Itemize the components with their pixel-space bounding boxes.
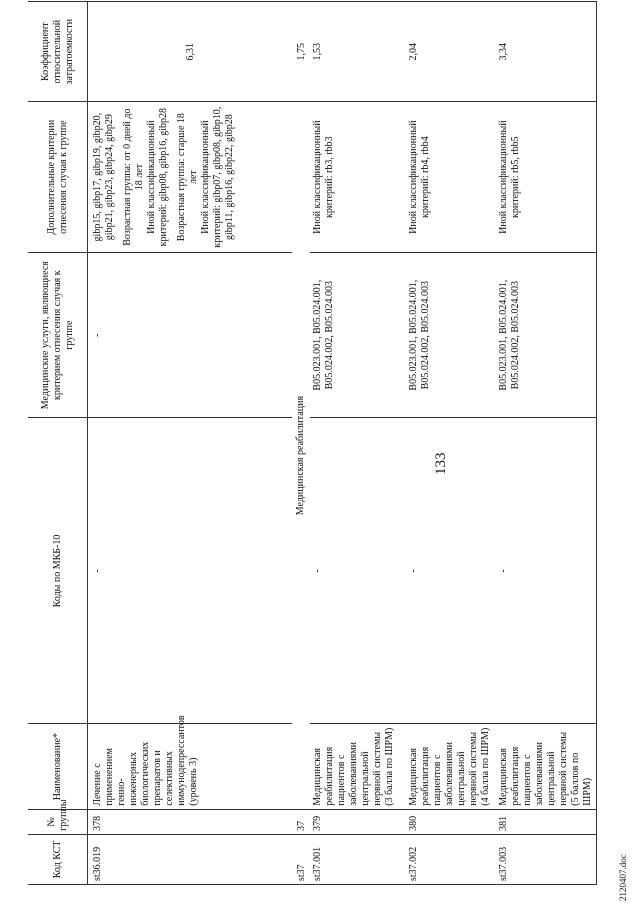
cell-criteria: Иной классификационный критерий: rb3, rbb3 <box>310 102 406 253</box>
cell-name: Медицинская реабилитация пациентов с заболеваниями центральной нервной системы (4 балла по ШРМ) <box>406 724 496 809</box>
cell-criteria: Иной классификационный критерий: rb4, rbb4 <box>406 102 496 253</box>
header-criteria: Дополнительные критерии отнесения случая к группе <box>28 102 88 253</box>
criteria-class-2: Иной классификационный критерий: gibp07, gibp08, gibp10, gibp11, gibp16, gibp22, gibp28 <box>200 106 235 248</box>
page-number: 133 <box>433 452 449 475</box>
cell-group: 380 <box>406 809 496 834</box>
criteria-top: gibp15, gibp17, gibp19, gibp20, gibp21, gibp23, gibp24, gibp29 <box>92 112 115 242</box>
table-row <box>406 2 496 885</box>
header-coef: Коэффициент относительной затратоемкости <box>28 2 88 102</box>
cell-coef: 3,34 <box>496 2 597 102</box>
cell-code: st37.002 <box>406 834 496 884</box>
header-code: Код КСТ <box>28 834 88 884</box>
criteria-class-1: Иной классификационный критерий: gibp08, gibp16, gibp28 <box>146 107 169 247</box>
section-row <box>292 2 310 885</box>
table-row <box>88 2 293 885</box>
document-footer: 2120407.doc <box>618 854 628 901</box>
cell-coef: 1,53 <box>310 2 406 102</box>
cell-mkb: - <box>406 418 496 724</box>
kst-table <box>28 1 597 885</box>
table-row <box>310 2 406 885</box>
cell-group: 381 <box>496 809 597 834</box>
cell-services: - <box>88 252 293 418</box>
cell-code: st37.001 <box>310 834 406 884</box>
header-group: № группы <box>28 809 88 834</box>
cell-services: B05.023.001, B05.024.001, B05.024.002, B05.024.003 <box>310 252 406 418</box>
header-mkb: Коды по МКБ-10 <box>28 418 88 724</box>
cell-coef: 6,31 <box>88 2 293 102</box>
section-group: 37 <box>292 809 310 834</box>
cell-group: 378 <box>88 809 293 834</box>
cell-code: st37.003 <box>496 834 597 884</box>
cell-services: B05.023.001, B05.024.001, B05.024.002, B05.024.003 <box>406 252 496 418</box>
criteria-age-1: Возрастная группа: от 0 дней до 18 лет <box>122 108 145 246</box>
table-header-row <box>28 2 88 885</box>
section-title: Медицинская реабилитация <box>292 102 310 809</box>
cell-name: Медицинская реабилитация пациентов с заболеваниями центральной нервной системы (5 баллов по ШРМ) <box>496 724 597 809</box>
cell-coef: 2,04 <box>406 2 496 102</box>
header-name: Наименование* <box>28 724 88 809</box>
section-coef: 1,75 <box>292 2 310 102</box>
criteria-age-2: Возрастная группа: старше 18 лет <box>176 113 199 242</box>
cell-name: Медицинская реабилитация пациентов с заболеваниями центральной нервной системы (3 балла по ШРМ) <box>310 724 406 809</box>
cell-name: Лечение с применением генно-инженерных биологических препаратов и селективных иммунодепрессантов (уровень 3) <box>88 724 293 809</box>
cell-criteria: Иной классификационный критерий: rb5, rbb5 <box>496 102 597 253</box>
cell-criteria <box>88 102 293 253</box>
cell-mkb: - <box>88 418 293 724</box>
cell-mkb: - <box>496 418 597 724</box>
cell-services: B05.023.001, B05.024.001, B05.024.002, B05.024.003 <box>496 252 597 418</box>
header-services: Медицинские услуги, являющиеся критерием отнесения случая к группе <box>28 252 88 418</box>
cell-mkb: - <box>310 418 406 724</box>
section-code: st37 <box>292 834 310 884</box>
cell-group: 379 <box>310 809 406 834</box>
table-row <box>496 2 597 885</box>
cell-code: st36.019 <box>88 834 293 884</box>
